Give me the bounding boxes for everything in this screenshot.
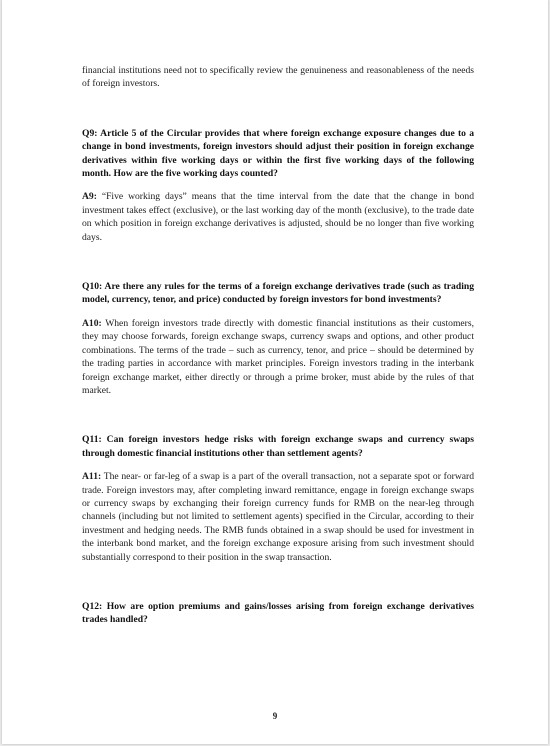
question-q10: Q10: Are there any rules for the terms of a foreign exchange derivatives trade (such as trading model, currency, tenor, and price) conducted by foreign investors for bond investments? bbox=[82, 281, 474, 306]
answer-label: A10: bbox=[82, 317, 102, 329]
answer-text: “Five working days” means that the time interval from the date that the change in bond investment takes effect (exclusive), or the last working day of the month (exclusive), to the trade date on which position in foreign exchange derivatives is adjusted, should be no longer than five working days. bbox=[82, 191, 474, 243]
intro-paragraph: financial institutions need not to specifically review the genuineness and reasonableness of the needs of foreign investors. bbox=[82, 65, 474, 90]
answer-label: A11: bbox=[82, 471, 102, 483]
answer-text: The near- or far-leg of a swap is a part of the overall transaction, not a separate spot or forward trade. Foreign investors may, after completing inward remittance, engage in foreign exchange swaps or currency swaps by exchanging their foreign currency funds for RMB on the near-leg through channels (including but not limited to settlement agents) specified in the Circular, according to their investment and hedging needs. The RMB funds obtained in a swap should be used for investment in the interbank bond market, and the foreign exchange exposure arising from such investment should substantially correspond to their position in the swap transaction. bbox=[82, 471, 474, 563]
answer-label: A9: bbox=[82, 191, 97, 203]
question-q9: Q9: Article 5 of the Circular provides that where foreign exchange exposure changes due to a change in bond investments, foreign investors should adjust their position in foreign exchange derivatives within five working days or within the first five working days of the following month. How are the five working days counted? bbox=[82, 127, 474, 180]
question-q12: Q12: How are option premiums and gains/losses arising from foreign exchange derivatives trades handled? bbox=[82, 600, 474, 626]
answer-text: When foreign investors trade directly with domestic financial institutions as their customers, they may choose forwards, foreign exchange swaps, currency swaps and options, and other product combinations. The terms of the trade – such as currency, tenor, and price – should be determined by the trading parties in accordance with market principles. Foreign investors trading in the interbank foreign exchange market, either directly or through a prime broker, must abide by the rules of that market. bbox=[82, 317, 474, 396]
question-q11: Q11: Can foreign investors hedge risks with foreign exchange swaps and currency swaps through domestic financial institutions other than settlement agents? bbox=[82, 434, 474, 459]
page-number: 9 bbox=[272, 711, 278, 721]
answer-a10 bbox=[82, 317, 474, 397]
document-page bbox=[2, 0, 548, 744]
answer-a9 bbox=[82, 190, 474, 244]
page-content bbox=[82, 64, 474, 627]
answer-a11 bbox=[82, 470, 474, 564]
